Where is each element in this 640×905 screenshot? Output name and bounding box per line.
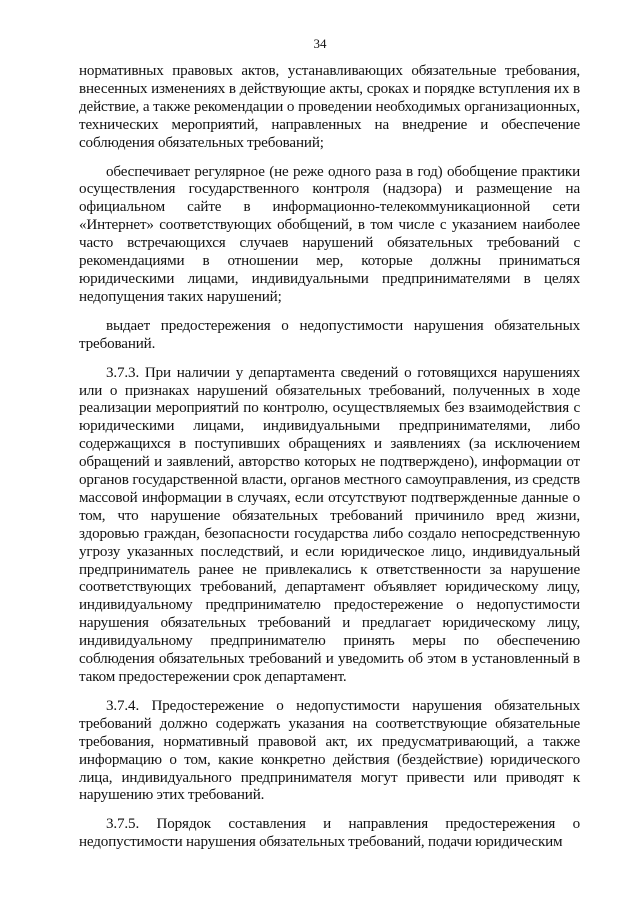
paragraph-warnings: выдает предостережения о недопустимости нарушения обязательных требований. <box>79 317 580 352</box>
paragraph-3-7-5: 3.7.5. Порядок составления и направления предостережения о недопустимости нарушения обязательных требований, подачи юридическим <box>79 816 580 851</box>
page-number: 34 <box>313 36 327 51</box>
body-text <box>79 63 580 852</box>
paragraph-3-7-3: 3.7.3. При наличии у департамента сведений о готовящихся нарушениях или о признаках нарушений обязательных требований, полученных в ходе реализации мероприятий по контролю, осуществляемых без взаимодействия с юридическими лицами, индивидуальными предпринимателями, либо содержащихся в поступивших обращениях и заявлениях (за исключением обращений и заявлений, авторство которых не подтверждено), информации от органов государственной власти, органов местного самоуправления, из средств массовой информации в случаях, если отсутствуют подтвержденные данные о том, что нарушение обязательных требований причинило вред жизни, здоровью граждан, безопасности государства либо создало непосредственную угрозу указанных последствий, и если юридическое лицо, индивидуальный предприниматель ранее не привлекались к ответственности за нарушение соответствующих требований, департамент объявляет юридическому лицу, индивидуальному предпринимателю предостережение о недопустимости нарушения обязательных требований и предлагает юридическому лицу, индивидуальному предпринимателю принять меры по обеспечению соблюдения обязательных требований и уведомить об этом в установленный в таком предостережении срок департамент. <box>79 364 580 685</box>
paragraph-continuation: нормативных правовых актов, устанавливающих обязательные требования, внесенных изменениях в действующие акты, сроках и порядке вступления их в действие, а также рекомендации о проведении необходимых организационных, технических мероприятий, направленных на внедрение и обеспечение соблюдения обязательных требований; <box>79 63 580 151</box>
paragraph-3-7-4: 3.7.4. Предостережение о недопустимости нарушения обязательных требований должно содержать указания на соответствующие обязательные требования, нормативный правовой акт, их предусматривающий, а также информацию о том, какие конкретно действия (бездействие) юридического лица, индивидуального предпринимателя могут привести или приводят к нарушению этих требований. <box>79 697 580 804</box>
paragraph-generalization: обеспечивает регулярное (не реже одного раза в год) обобщение практики осуществления государственного контроля (надзора) и размещение на официальном сайте в информационно-телекоммуникационной сети «Интернет» соответствующих обобщений, в том числе с указанием наиболее часто встречающихся случаев нарушений обязательных требований с рекомендациями в отношении мер, которые должны приниматься юридическими лицами, индивидуальными предпринимателями в целях недопущения таких нарушений; <box>79 163 580 305</box>
